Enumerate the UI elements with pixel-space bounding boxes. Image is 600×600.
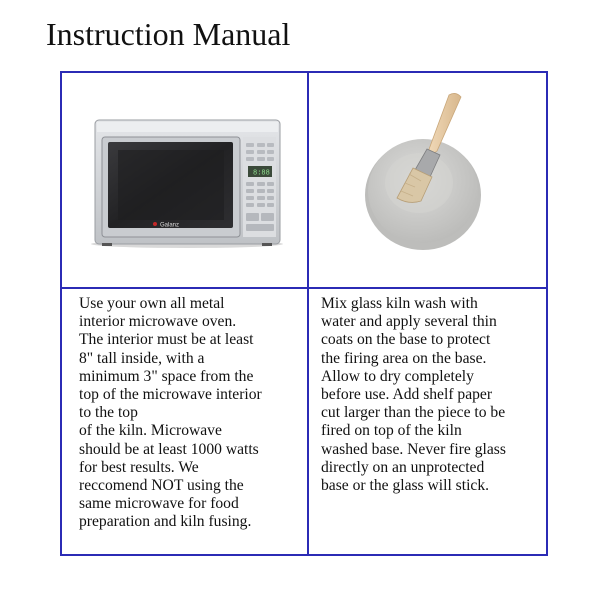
text-line: directly on an unprotected xyxy=(321,458,485,476)
text-line: Use your own all metal xyxy=(79,295,225,312)
text-line: Mix glass kiln wash with xyxy=(321,295,478,312)
microwave-display: 8:88 xyxy=(253,169,270,178)
text-line: to the top xyxy=(79,404,138,422)
microwave-instructions-text xyxy=(79,295,297,532)
kiln-wash-image-cell xyxy=(309,73,548,287)
text-line: reccomend NOT using the xyxy=(79,477,244,495)
text-line: cut larger than the piece to be xyxy=(321,404,506,422)
text-line: water and apply several thin xyxy=(321,313,497,331)
instruction-table xyxy=(60,71,548,556)
page-title: Instruction Manual xyxy=(46,16,291,52)
text-line: 8" tall inside, with a xyxy=(79,349,205,367)
text-line: interior microwave oven. xyxy=(79,313,237,331)
kiln-wash-instructions xyxy=(309,289,548,556)
brand-label: Galanz xyxy=(160,222,180,229)
text-line: for best results. We xyxy=(79,458,199,476)
text-line: preparation and kiln fusing. xyxy=(79,513,252,531)
text-line: washed base. Never fire glass xyxy=(321,440,506,458)
text-line: Allow to dry completely xyxy=(321,367,474,385)
text-line: same microwave for food xyxy=(79,495,239,513)
text-line: before use. Add shelf paper xyxy=(321,386,493,404)
text-line: fired on top of the kiln xyxy=(321,422,462,440)
brush-icon xyxy=(309,73,548,287)
text-line: The interior must be at least xyxy=(79,331,254,349)
microwave-icon xyxy=(62,73,307,287)
microwave-instructions xyxy=(62,289,307,556)
text-line: should be at least 1000 watts xyxy=(79,440,259,458)
text-line: the firing area on the base. xyxy=(321,349,487,367)
text-line: minimum 3" space from the xyxy=(79,367,254,385)
text-line: top of the microwave interior xyxy=(79,386,262,404)
text-line: coats on the base to protect xyxy=(321,331,491,349)
microwave-image-cell xyxy=(62,73,307,287)
kiln-wash-instructions-text xyxy=(321,295,540,495)
text-line: base or the glass will stick. xyxy=(321,477,490,495)
text-line: of the kiln. Microwave xyxy=(79,422,222,440)
